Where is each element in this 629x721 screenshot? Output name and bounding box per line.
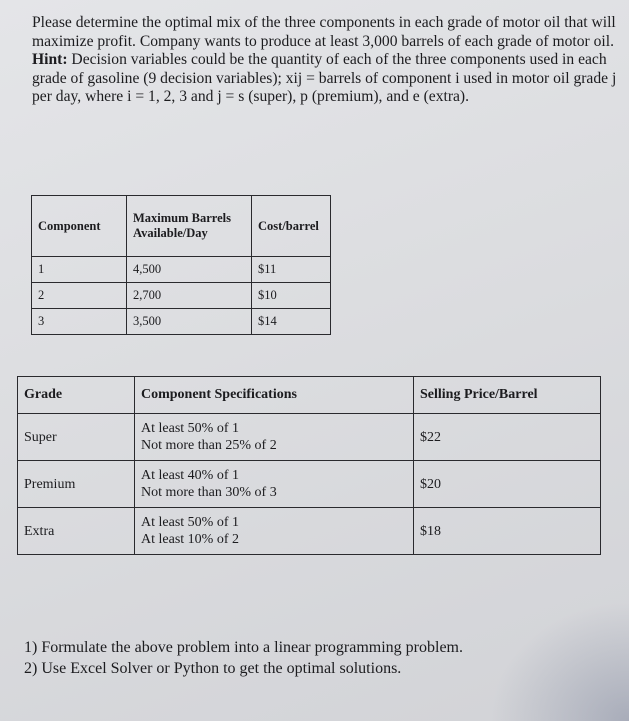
header-max-barrels: Maximum Barrels Available/Day <box>127 196 252 257</box>
question-1: 1) Formulate the above problem into a linear programming problem. <box>24 639 463 656</box>
grades-header-row <box>18 377 601 414</box>
questions-list <box>24 637 584 679</box>
question-2: 2) Use Excel Solver or Python to get the optimal solutions. <box>24 660 402 677</box>
spec-line: Not more than 30% of 3 <box>141 485 277 500</box>
component-id: 2 <box>32 283 127 309</box>
grade-name: Premium <box>18 461 135 508</box>
grade-price: $22 <box>414 414 601 461</box>
intro-paragraph: Please determine the optimal mix of the three components in each grade of motor oil that will maximize profit. Company wants to produce at least 3,000 barrels of each grade of motor oil. <box>32 14 616 50</box>
table-row <box>32 309 331 335</box>
components-header-row <box>32 196 331 257</box>
component-max: 3,500 <box>127 309 252 335</box>
spec-line: At least 50% of 1 <box>141 515 239 530</box>
component-cost: $10 <box>252 283 331 309</box>
table-row <box>32 257 331 283</box>
grade-price: $18 <box>414 508 601 555</box>
spec-line: Not more than 25% of 2 <box>141 438 277 453</box>
grade-specs <box>135 508 414 555</box>
hint-label: Hint: <box>32 51 68 69</box>
spec-line: At least 10% of 2 <box>141 532 239 547</box>
grades-table <box>17 376 601 555</box>
header-cost: Cost/barrel <box>252 196 331 257</box>
component-cost: $14 <box>252 309 331 335</box>
component-id: 3 <box>32 309 127 335</box>
spec-line: At least 50% of 1 <box>141 421 239 436</box>
hint-paragraph <box>32 51 620 107</box>
problem-statement <box>32 14 620 107</box>
header-grade: Grade <box>18 377 135 414</box>
grade-specs <box>135 461 414 508</box>
header-selling-price: Selling Price/Barrel <box>414 377 601 414</box>
component-max: 4,500 <box>127 257 252 283</box>
hint-text: Decision variables could be the quantity of each of the three components used in each grade of gasoline (9 decision variables); xij = barrels of component i used in motor oil grade j per day, where i = 1, 2, 3 and j = s (super), p (premium), and e (extra). <box>32 51 617 106</box>
grade-specs <box>135 414 414 461</box>
grade-price: $20 <box>414 461 601 508</box>
header-specifications: Component Specifications <box>135 377 414 414</box>
component-id: 1 <box>32 257 127 283</box>
table-row <box>32 283 331 309</box>
table-row <box>18 508 601 555</box>
components-table <box>31 195 331 335</box>
table-row <box>18 461 601 508</box>
header-component: Component <box>32 196 127 257</box>
component-max: 2,700 <box>127 283 252 309</box>
table-row <box>18 414 601 461</box>
spec-line: At least 40% of 1 <box>141 468 239 483</box>
component-cost: $11 <box>252 257 331 283</box>
grade-name: Super <box>18 414 135 461</box>
grade-name: Extra <box>18 508 135 555</box>
